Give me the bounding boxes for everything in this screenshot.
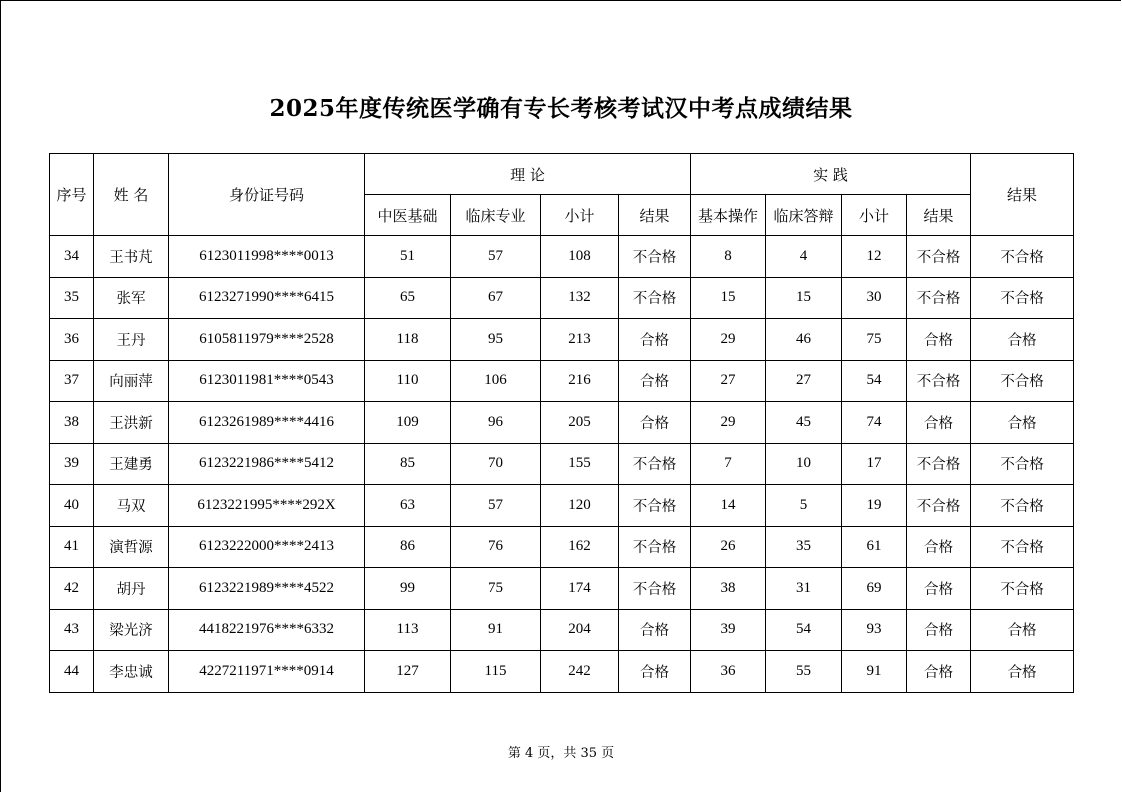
cell-seq: 39 (50, 443, 94, 485)
cell-theory-result: 合格 (619, 402, 691, 444)
cell-name: 李忠诚 (94, 651, 169, 693)
cell-final-result: 不合格 (971, 277, 1074, 319)
cell-final-result: 合格 (971, 609, 1074, 651)
cell-practice-defense: 4 (766, 236, 842, 278)
table-row (50, 277, 1074, 319)
cell-name: 王洪新 (94, 402, 169, 444)
cell-theory-basic: 110 (365, 360, 451, 402)
cell-id: 6123221986****5412 (169, 443, 365, 485)
page-footer: 第 4 页，共 35 页 (507, 746, 615, 761)
cell-final-result: 不合格 (971, 526, 1074, 568)
cell-id: 6123271990****6415 (169, 277, 365, 319)
cell-final-result: 不合格 (971, 443, 1074, 485)
cell-theory-subtotal: 216 (541, 360, 619, 402)
cell-seq: 43 (50, 609, 94, 651)
cell-name: 马双 (94, 485, 169, 527)
cell-theory-clinical: 67 (451, 277, 541, 319)
results-table (49, 153, 1074, 693)
cell-theory-basic: 113 (365, 609, 451, 651)
cell-name: 张军 (94, 277, 169, 319)
cell-id: 6123221995****292X (169, 485, 365, 527)
table-row (50, 402, 1074, 444)
cell-practice-operation: 8 (691, 236, 766, 278)
cell-theory-subtotal: 213 (541, 319, 619, 361)
cell-final-result: 合格 (971, 402, 1074, 444)
cell-theory-basic: 118 (365, 319, 451, 361)
cell-theory-result: 不合格 (619, 236, 691, 278)
cell-practice-defense: 10 (766, 443, 842, 485)
cell-theory-basic: 51 (365, 236, 451, 278)
cell-theory-subtotal: 204 (541, 609, 619, 651)
cell-practice-defense: 31 (766, 568, 842, 610)
cell-final-result: 不合格 (971, 568, 1074, 610)
cell-theory-basic: 127 (365, 651, 451, 693)
cell-practice-operation: 15 (691, 277, 766, 319)
header-practice: 实 践 (691, 154, 971, 195)
cell-id: 6123221989****4522 (169, 568, 365, 610)
cell-theory-result: 不合格 (619, 443, 691, 485)
cell-practice-operation: 36 (691, 651, 766, 693)
cell-seq: 35 (50, 277, 94, 319)
cell-theory-subtotal: 120 (541, 485, 619, 527)
cell-name: 王建勇 (94, 443, 169, 485)
cell-seq: 41 (50, 526, 94, 568)
cell-seq: 38 (50, 402, 94, 444)
cell-practice-defense: 27 (766, 360, 842, 402)
cell-seq: 34 (50, 236, 94, 278)
cell-practice-result: 合格 (907, 402, 971, 444)
cell-theory-clinical: 91 (451, 609, 541, 651)
table-row (50, 236, 1074, 278)
cell-id: 4418221976****6332 (169, 609, 365, 651)
cell-theory-clinical: 76 (451, 526, 541, 568)
cell-theory-basic: 65 (365, 277, 451, 319)
header-result: 结果 (971, 154, 1074, 236)
header-practice-result: 结果 (907, 195, 971, 236)
header-theory: 理 论 (365, 154, 691, 195)
cell-practice-defense: 55 (766, 651, 842, 693)
cell-id: 6105811979****2528 (169, 319, 365, 361)
cell-practice-result: 合格 (907, 526, 971, 568)
cell-theory-subtotal: 162 (541, 526, 619, 568)
cell-theory-result: 合格 (619, 651, 691, 693)
cell-practice-subtotal: 91 (842, 651, 907, 693)
cell-theory-subtotal: 155 (541, 443, 619, 485)
cell-final-result: 不合格 (971, 485, 1074, 527)
table-row (50, 360, 1074, 402)
cell-practice-defense: 35 (766, 526, 842, 568)
cell-practice-subtotal: 17 (842, 443, 907, 485)
cell-practice-operation: 14 (691, 485, 766, 527)
header-theory-subtotal: 小计 (541, 195, 619, 236)
cell-practice-subtotal: 75 (842, 319, 907, 361)
header-theory-result: 结果 (619, 195, 691, 236)
cell-final-result: 不合格 (971, 236, 1074, 278)
cell-theory-result: 不合格 (619, 526, 691, 568)
header-seq: 序号 (50, 154, 94, 236)
cell-theory-clinical: 57 (451, 236, 541, 278)
cell-practice-operation: 7 (691, 443, 766, 485)
header-id: 身份证号码 (169, 154, 365, 236)
cell-practice-defense: 45 (766, 402, 842, 444)
header-practice-operation: 基本操作 (691, 195, 766, 236)
cell-theory-basic: 86 (365, 526, 451, 568)
cell-theory-clinical: 70 (451, 443, 541, 485)
cell-practice-operation: 29 (691, 402, 766, 444)
cell-practice-operation: 27 (691, 360, 766, 402)
cell-name: 王丹 (94, 319, 169, 361)
cell-practice-subtotal: 69 (842, 568, 907, 610)
cell-name: 向丽萍 (94, 360, 169, 402)
cell-seq: 40 (50, 485, 94, 527)
cell-practice-result: 合格 (907, 651, 971, 693)
cell-seq: 42 (50, 568, 94, 610)
cell-theory-result: 合格 (619, 609, 691, 651)
cell-theory-basic: 85 (365, 443, 451, 485)
cell-practice-subtotal: 19 (842, 485, 907, 527)
cell-final-result: 不合格 (971, 360, 1074, 402)
cell-id: 6123011981****0543 (169, 360, 365, 402)
cell-theory-subtotal: 108 (541, 236, 619, 278)
table-row (50, 568, 1074, 610)
cell-theory-basic: 99 (365, 568, 451, 610)
cell-seq: 37 (50, 360, 94, 402)
cell-practice-result: 不合格 (907, 360, 971, 402)
cell-theory-result: 不合格 (619, 277, 691, 319)
cell-id: 4227211971****0914 (169, 651, 365, 693)
cell-theory-subtotal: 242 (541, 651, 619, 693)
cell-practice-result: 合格 (907, 568, 971, 610)
header-row-top (50, 154, 1074, 195)
cell-practice-result: 合格 (907, 319, 971, 361)
cell-practice-subtotal: 30 (842, 277, 907, 319)
cell-id: 6123011998****0013 (169, 236, 365, 278)
cell-practice-result: 不合格 (907, 277, 971, 319)
cell-practice-subtotal: 54 (842, 360, 907, 402)
header-practice-subtotal: 小计 (842, 195, 907, 236)
cell-practice-result: 不合格 (907, 485, 971, 527)
cell-practice-operation: 39 (691, 609, 766, 651)
cell-practice-subtotal: 74 (842, 402, 907, 444)
cell-final-result: 合格 (971, 651, 1074, 693)
page-title: 2025年度传统医学确有专长考核考试汉中考点成绩结果 (269, 95, 853, 122)
cell-name: 梁光济 (94, 609, 169, 651)
cell-seq: 44 (50, 651, 94, 693)
cell-theory-subtotal: 205 (541, 402, 619, 444)
results-body (50, 236, 1074, 693)
cell-theory-clinical: 57 (451, 485, 541, 527)
cell-practice-result: 不合格 (907, 236, 971, 278)
table-row (50, 609, 1074, 651)
cell-theory-result: 不合格 (619, 568, 691, 610)
cell-theory-clinical: 115 (451, 651, 541, 693)
table-row (50, 443, 1074, 485)
cell-practice-operation: 26 (691, 526, 766, 568)
cell-practice-defense: 15 (766, 277, 842, 319)
cell-practice-defense: 54 (766, 609, 842, 651)
cell-id: 6123261989****4416 (169, 402, 365, 444)
cell-practice-result: 不合格 (907, 443, 971, 485)
cell-practice-operation: 38 (691, 568, 766, 610)
table-row (50, 319, 1074, 361)
header-theory-basic: 中医基础 (365, 195, 451, 236)
cell-practice-operation: 29 (691, 319, 766, 361)
cell-theory-basic: 63 (365, 485, 451, 527)
cell-theory-basic: 109 (365, 402, 451, 444)
header-name: 姓 名 (94, 154, 169, 236)
cell-name: 王书芃 (94, 236, 169, 278)
cell-theory-result: 合格 (619, 319, 691, 361)
cell-practice-subtotal: 93 (842, 609, 907, 651)
cell-theory-clinical: 95 (451, 319, 541, 361)
cell-theory-clinical: 106 (451, 360, 541, 402)
cell-theory-clinical: 96 (451, 402, 541, 444)
cell-theory-subtotal: 132 (541, 277, 619, 319)
cell-theory-subtotal: 174 (541, 568, 619, 610)
table-row (50, 526, 1074, 568)
cell-id: 6123222000****2413 (169, 526, 365, 568)
cell-practice-defense: 5 (766, 485, 842, 527)
cell-theory-result: 不合格 (619, 485, 691, 527)
cell-practice-result: 合格 (907, 609, 971, 651)
cell-name: 演哲源 (94, 526, 169, 568)
cell-practice-subtotal: 12 (842, 236, 907, 278)
cell-theory-result: 合格 (619, 360, 691, 402)
cell-practice-defense: 46 (766, 319, 842, 361)
cell-name: 胡丹 (94, 568, 169, 610)
cell-final-result: 合格 (971, 319, 1074, 361)
cell-theory-clinical: 75 (451, 568, 541, 610)
cell-seq: 36 (50, 319, 94, 361)
header-theory-clinical: 临床专业 (451, 195, 541, 236)
table-row (50, 485, 1074, 527)
cell-practice-subtotal: 61 (842, 526, 907, 568)
header-practice-defense: 临床答辩 (766, 195, 842, 236)
table-row (50, 651, 1074, 693)
